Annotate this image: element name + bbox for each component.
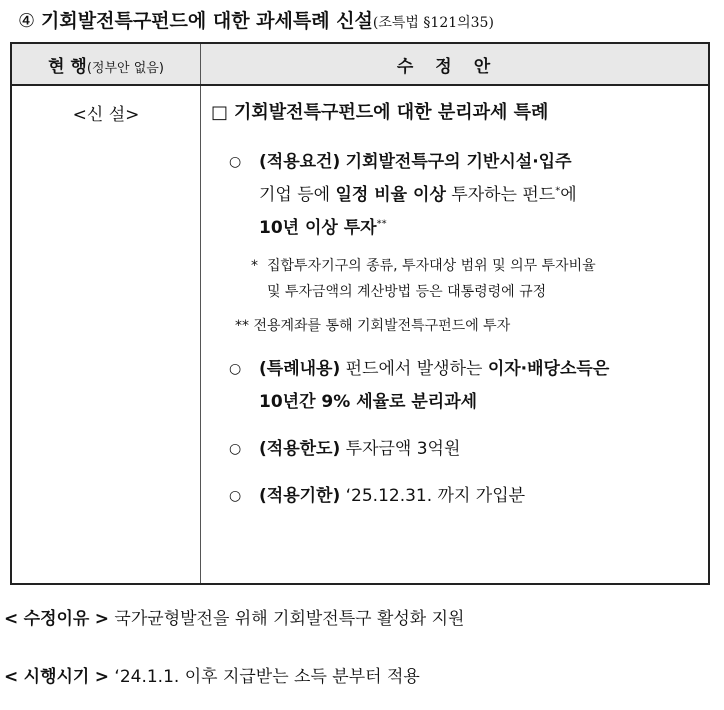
- limit-text: 투자금액 3억원: [345, 439, 461, 459]
- revision-heading: [211, 98, 698, 124]
- requirement-text-1: 기회발전특구의 기반시설·입주: [345, 152, 572, 172]
- requirement-item: [219, 146, 698, 245]
- effective-date: [4, 662, 420, 687]
- square-bullet-icon: □: [211, 102, 229, 123]
- effective-bracket-close: >: [94, 667, 110, 687]
- footnote-1-line2: 및 투자금액의 계산방법 등은 대통령령에 규정: [267, 284, 547, 300]
- special-text-1a: 펀드에서 발생하는: [345, 359, 483, 379]
- section-title-text: 기회발전특구펀드에 대한 과세특례 신설: [41, 10, 373, 32]
- circle-bullet-icon: ○: [229, 441, 242, 457]
- circle-bullet-icon: ○: [229, 488, 242, 504]
- requirement-text-2b: 일정 비율 이상: [335, 185, 446, 205]
- special-text-1b: 이자·배당소득은: [487, 359, 610, 379]
- circle-bullet-icon: ○: [229, 361, 242, 377]
- header-revision: 수정안: [201, 43, 710, 85]
- limit-item: [219, 433, 698, 466]
- revision-heading-text: 기회발전특구펀드에 대한 분리과세 특례: [234, 102, 549, 123]
- reason-bracket-close: >: [94, 609, 110, 629]
- limit-label: (적용한도): [259, 439, 341, 459]
- table-body-row: [11, 85, 709, 584]
- requirement-text-2d: 에: [560, 185, 577, 205]
- reason-label: 수정이유: [23, 609, 90, 629]
- revision-cell: [201, 85, 710, 584]
- effective-label: 시행시기: [23, 667, 90, 687]
- footnote-mark-2: **: [376, 218, 387, 230]
- footnote-1-line1: 집합투자기구의 종류, 투자대상 범위 및 의무 투자비율: [267, 258, 596, 274]
- footnote-1: [251, 253, 698, 305]
- footnote-2: ** 전용계좌를 통해 기회발전특구펀드에 투자: [235, 318, 511, 334]
- requirement-text-2a: 기업 등에: [259, 185, 331, 205]
- requirement-label: (적용요건): [259, 152, 341, 172]
- period-label: (적용기한): [259, 486, 341, 506]
- header-current-sub: (정부안 없음): [86, 60, 164, 76]
- effective-text: ‘24.1.1. 이후 지급받는 소득 분부터 적용: [114, 667, 420, 687]
- section-title: [18, 6, 494, 33]
- requirement-text-3: 10년 이상 투자: [259, 218, 377, 238]
- special-item: [219, 353, 698, 419]
- footnote-1-mark: *: [251, 258, 258, 274]
- footnote-mark: *: [555, 185, 561, 197]
- comparison-table: [10, 42, 710, 585]
- header-current-main: 현 행: [48, 56, 87, 77]
- header-current: [11, 43, 201, 85]
- reason-text: 국가균형발전을 위해 기회발전특구 활성화 지원: [114, 609, 465, 629]
- period-text: ‘25.12.31. 까지 가입분: [345, 486, 526, 506]
- special-label: (특례내용): [259, 359, 341, 379]
- effective-bracket-open: <: [4, 667, 19, 687]
- table-header-row: [11, 43, 709, 85]
- requirement-text-2c: 투자하는 펀드: [451, 185, 556, 205]
- section-number: ④: [18, 10, 36, 32]
- circle-bullet-icon: ○: [229, 154, 242, 170]
- reason-bracket-open: <: [4, 609, 19, 629]
- special-text-2: 10년간 9% 세율로 분리과세: [259, 392, 478, 412]
- current-cell: <신 설>: [11, 85, 201, 584]
- period-item: [219, 480, 698, 513]
- law-reference: (조특법 §121의35): [372, 15, 494, 31]
- revision-reason: [4, 604, 464, 629]
